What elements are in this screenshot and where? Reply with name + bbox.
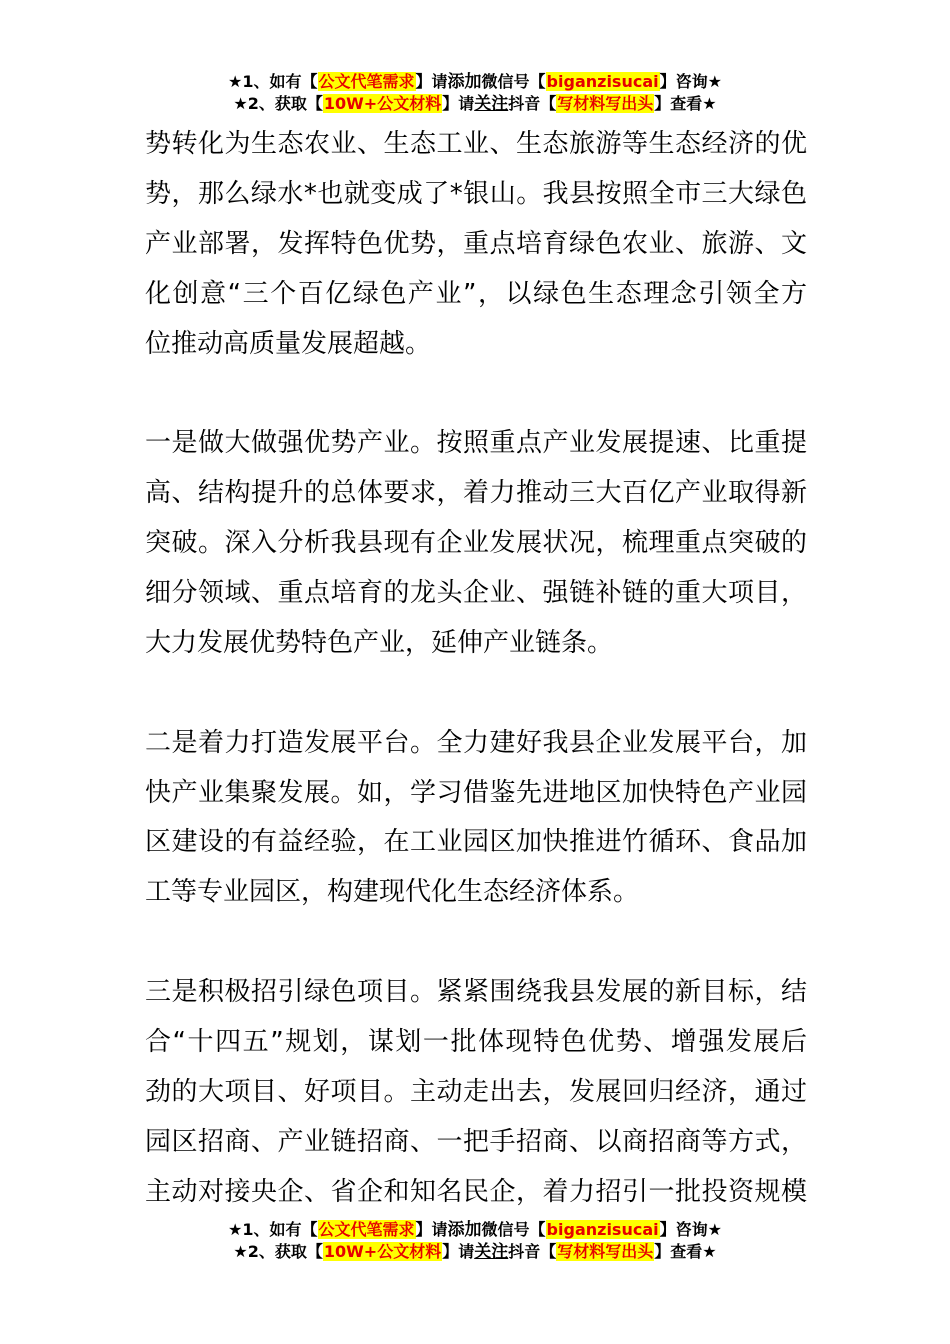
footer-line-2-suffix: 】查看★ — [654, 1242, 717, 1261]
footer-line-2-prefix: ★2、获取【 — [233, 1242, 323, 1261]
paragraph-point-one — [145, 419, 807, 668]
footer-banner — [0, 1219, 950, 1263]
header-line-1-prefix: ★1、如有【 — [228, 72, 318, 91]
footer-emphasis-follow: 关注 — [474, 1242, 509, 1262]
paragraph-line: 位推动高质量发展超越。 — [145, 328, 432, 359]
paragraph-green-economy-intro — [145, 120, 807, 369]
paragraph-line: 园区招商、产业链招商、一把手招商、以商招商等方式， — [145, 1126, 807, 1157]
footer-highlight-materials: 10W+公文材料 — [323, 1242, 442, 1261]
paragraph-point-three — [145, 968, 807, 1217]
header-highlight-douyin-account: 写材料写出头 — [557, 94, 654, 113]
paragraph-line: 快产业集聚发展。如，学习借鉴先进地区加快特色产业园 — [145, 777, 807, 808]
paragraph-line: 大力发展优势特色产业，延伸产业链条。 — [145, 627, 614, 658]
paragraph-line: 势，那么绿水*也就变成了*银山。我县按照全市三大绿色 — [145, 178, 807, 209]
paragraph-line: 工等专业园区，构建现代化生态经济体系。 — [145, 877, 640, 908]
header-line-1-text: 】请 — [415, 72, 448, 91]
footer-line-2 — [0, 1241, 950, 1263]
footer-line-1-text: 微信号【 — [481, 1220, 546, 1239]
paragraph-line: 劲的大项目、好项目。主动走出去，发展回归经济，通过 — [145, 1076, 807, 1107]
header-highlight-materials: 10W+公文材料 — [323, 94, 442, 113]
paragraph-line: 一是做大做强优势产业。按照重点产业发展提速、比重提 — [145, 428, 807, 459]
paragraph-line: 产业部署，发挥特色优势，重点培育绿色农业、旅游、文 — [145, 228, 807, 259]
footer-highlight-service: 公文代笔需求 — [318, 1220, 415, 1239]
footer-highlight-wechat-id: biganzisucai — [546, 1220, 659, 1239]
header-highlight-service: 公文代笔需求 — [318, 72, 415, 91]
paragraph-line: 势转化为生态农业、生态工业、生态旅游等生态经济的优 — [145, 129, 807, 159]
header-line-2-suffix: 】查看★ — [654, 94, 717, 113]
paragraph-line: 区建设的有益经验，在工业园区加快推进竹循环、食品加 — [145, 827, 807, 858]
footer-line-1-text: 】请 — [415, 1220, 448, 1239]
footer-line-2-text: 】请 — [442, 1242, 475, 1261]
header-line-2 — [0, 93, 950, 115]
paragraph-gap — [145, 669, 807, 719]
footer-line-1-prefix: ★1、如有【 — [228, 1220, 318, 1239]
paragraph-line: 二是着力打造发展平台。全力建好我县企业发展平台，加 — [145, 727, 807, 758]
paragraph-line: 三是积极招引绿色项目。紧紧围绕我县发展的新目标，结 — [145, 977, 807, 1008]
header-line-1 — [0, 71, 950, 93]
footer-emphasis-add: 添加 — [447, 1220, 482, 1240]
paragraph-line: 高、结构提升的总体要求，着力推动三大百亿产业取得新 — [145, 478, 807, 509]
footer-line-1 — [0, 1219, 950, 1241]
footer-line-1-suffix: 】咨询★ — [659, 1220, 722, 1239]
paragraph-line: 主动对接央企、省企和知名民企，着力招引一批投资规模 — [145, 1176, 807, 1207]
header-line-2-text: 抖音【 — [508, 94, 557, 113]
header-line-2-prefix: ★2、获取【 — [233, 94, 323, 113]
paragraph-line: 突破。深入分析我县现有企业发展状况，梳理重点突破的 — [145, 528, 807, 559]
paragraph-point-two — [145, 719, 807, 919]
header-line-1-suffix: 】咨询★ — [659, 72, 722, 91]
document-body — [145, 120, 807, 1218]
header-line-2-text: 】请 — [442, 94, 475, 113]
paragraph-line: 细分领域、重点培育的龙头企业、强链补链的重大项目， — [145, 578, 807, 609]
footer-line-2-text: 抖音【 — [508, 1242, 557, 1261]
paragraph-gap — [145, 918, 807, 968]
header-emphasis-add: 添加 — [447, 72, 482, 92]
header-emphasis-follow: 关注 — [474, 94, 509, 114]
footer-highlight-douyin-account: 写材料写出头 — [557, 1242, 654, 1261]
header-banner — [0, 71, 950, 115]
paragraph-line: 化创意“三个百亿绿色产业”，以绿色生态理念引领全方 — [145, 278, 807, 309]
paragraph-gap — [145, 369, 807, 419]
header-line-1-text: 微信号【 — [481, 72, 546, 91]
header-highlight-wechat-id: biganzisucai — [546, 72, 659, 91]
paragraph-line: 合“十四五”规划，谋划一批体现特色优势、增强发展后 — [145, 1027, 807, 1058]
